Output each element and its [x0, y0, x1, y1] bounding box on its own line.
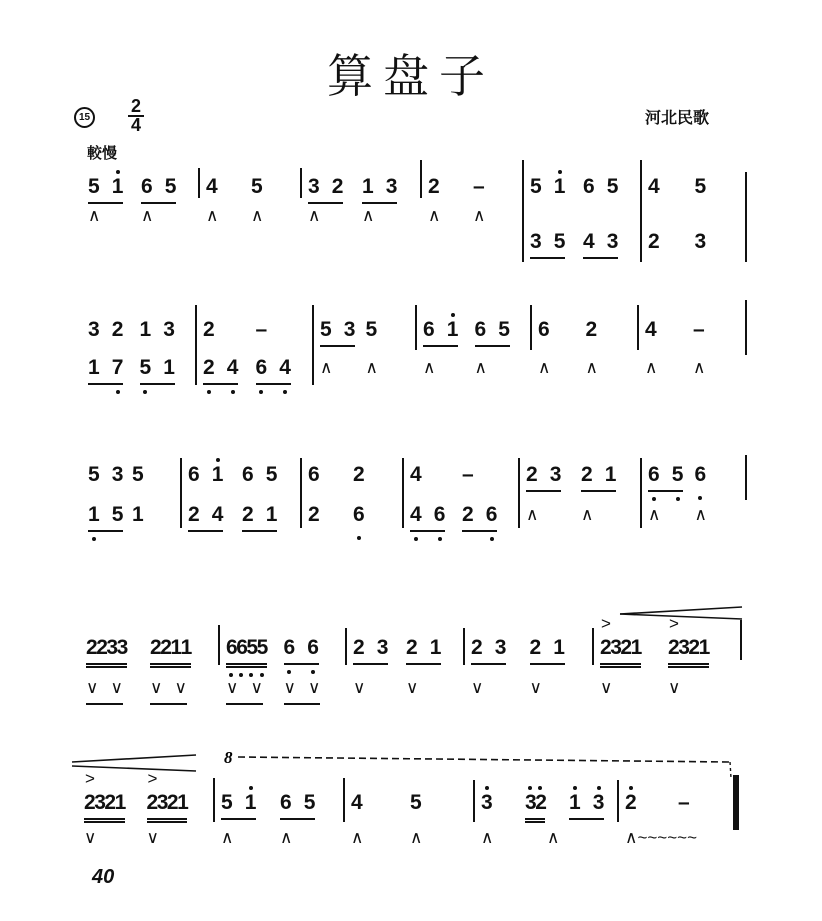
note-text: 2 [353, 463, 365, 486]
note-text: ∧ [694, 505, 707, 524]
note-text: 6 [283, 636, 296, 659]
piece-number: 15 [74, 107, 95, 128]
note-text: 5 [265, 463, 278, 486]
note-text: ∧ [481, 828, 494, 847]
note-text: 6 [433, 503, 446, 526]
note-text: 6 [694, 463, 707, 486]
note-text: 5 [111, 503, 124, 526]
note-text: 2 [462, 503, 474, 526]
accent-mark: > [601, 614, 610, 633]
note-text: 4 [206, 175, 218, 198]
note-text: ∧ [221, 828, 234, 847]
note-text: 3 [308, 175, 320, 198]
note-text: ∨ [529, 678, 542, 697]
note-text: 3 [88, 318, 100, 341]
note-text: 5 [88, 463, 100, 486]
note-text: 4 [211, 503, 224, 526]
note-text: 1 [569, 791, 581, 814]
note-text: 3 [343, 318, 356, 341]
time-signature-bottom: 4 [130, 115, 141, 135]
page-number: 40 [92, 866, 115, 888]
note-text: 4 [226, 356, 239, 379]
note-text: ∧ [141, 206, 154, 225]
note-text: ∨ [250, 678, 263, 697]
note-text: 3 [592, 791, 605, 814]
note-text: 2 [84, 791, 95, 814]
note-text: 2 [526, 463, 538, 486]
note-text: 2 [625, 791, 637, 814]
note-text: – [678, 791, 690, 814]
note-text: ∧ [473, 206, 486, 225]
note-text: ∨ [84, 828, 97, 847]
note-text: 2 [648, 230, 660, 253]
note-text: 3 [111, 463, 124, 486]
time-signature-top: 2 [128, 98, 144, 117]
note-text: 1 [139, 318, 152, 341]
note-text: 2 [585, 318, 598, 341]
note-text: 4 [645, 318, 657, 341]
note-text: 5 [553, 230, 566, 253]
note-text: 6 [242, 463, 254, 486]
note-text: 7 [111, 356, 124, 379]
note-text: 1 [111, 175, 124, 198]
note-text: ∧ [423, 358, 436, 377]
note-text: 5 [132, 463, 144, 486]
note-text: ∧ [693, 358, 706, 377]
ottava-end-hook [730, 762, 731, 778]
note-text: 1 [211, 463, 224, 486]
note-text: ∨ [353, 678, 366, 697]
note-text: 3 [94, 791, 105, 814]
note-text: ∧ [88, 206, 101, 225]
note-text: ∧ [474, 358, 487, 377]
note-text: 5 [671, 463, 684, 486]
note-text: 3 [525, 791, 536, 814]
note-text: 5 [251, 175, 263, 198]
note-text: 2 [406, 636, 418, 659]
note-text: 2 [620, 636, 631, 659]
note-text: 6 [648, 463, 660, 486]
note-text: ∨ [668, 678, 681, 697]
note-text: 6 [538, 318, 550, 341]
note-text: 2 [668, 636, 679, 659]
note-text: 3 [549, 463, 562, 486]
note-text: ∧ [547, 828, 560, 847]
note-text: 1 [553, 636, 565, 659]
note-text: 4 [410, 503, 422, 526]
note-text: 1 [114, 791, 125, 814]
note-text: 1 [553, 175, 566, 198]
note-text: 2 [535, 791, 546, 814]
note-text: 5 [498, 318, 510, 341]
note-text: 2 [166, 791, 178, 814]
note-text: 1 [429, 636, 442, 659]
note-text: 1 [180, 636, 191, 659]
note-text: ∨ [174, 678, 187, 697]
note-text: 5 [256, 636, 267, 659]
note-text: ∨ [150, 678, 163, 697]
note-text: 1 [88, 503, 100, 526]
note-text: ∧ [362, 206, 375, 225]
note-text: 6 [226, 636, 237, 659]
note-text: ∧ [410, 828, 423, 847]
note-text: ∧ [645, 358, 658, 377]
note-text: 6 [255, 356, 268, 379]
note-text: 2 [150, 636, 161, 659]
accent-mark: > [85, 769, 94, 788]
note-text: 2 [203, 318, 215, 341]
note-text: 3 [694, 230, 707, 253]
note-text: 2 [96, 636, 107, 659]
note-text: 3 [678, 636, 689, 659]
note-text: ∧ [538, 358, 551, 377]
note-text: 1 [604, 463, 617, 486]
note-text: 6 [485, 503, 498, 526]
note-text: 2 [688, 636, 699, 659]
note-text: ∧ [206, 206, 219, 225]
note-text: 1 [362, 175, 374, 198]
note-text: 6 [307, 636, 319, 659]
note-text: 5 [246, 636, 257, 659]
note-text: 1 [177, 791, 188, 814]
note-text: ∨ [86, 678, 99, 697]
note-text: 2 [529, 636, 542, 659]
note-text: 1 [132, 503, 144, 526]
accent-mark: > [147, 769, 156, 788]
note-text: 1 [88, 356, 100, 379]
note-text: 6 [236, 636, 247, 659]
note-text: 6 [308, 463, 320, 486]
note-text: ∧ [308, 206, 321, 225]
note-text: 3 [156, 791, 167, 814]
note-text: 5 [303, 791, 316, 814]
note-text: 1 [170, 636, 181, 659]
note-text: 1 [446, 318, 459, 341]
note-text: 6 [141, 175, 153, 198]
note-text: 3 [494, 636, 507, 659]
accent-mark: > [669, 614, 678, 633]
note-text: 5 [530, 175, 542, 198]
note-text: 2 [353, 636, 365, 659]
note-text: 2 [104, 791, 115, 814]
note-text: 6 [423, 318, 435, 341]
note-text: 3 [606, 230, 619, 253]
note-text: ∨ [307, 678, 321, 697]
note-text: 5 [139, 356, 152, 379]
note-text: 2 [160, 636, 171, 659]
crescendo-hairpin [620, 607, 742, 619]
note-text: ∧ [585, 358, 598, 377]
note-text: 5 [88, 175, 100, 198]
song-title: 算盘子 [327, 49, 495, 103]
tempo-marking: 較慢 [87, 144, 118, 162]
note-text: 2 [581, 463, 593, 486]
note-text: 5 [606, 175, 619, 198]
note-text: 5 [694, 175, 707, 198]
note-text: ∨ [110, 678, 123, 697]
note-text: ∧ [428, 206, 441, 225]
note-text: 1 [630, 636, 641, 659]
note-text: ∨ [600, 678, 613, 697]
note-text: 6 [280, 791, 292, 814]
note-text: 2 [111, 318, 124, 341]
note-text: 3 [163, 318, 175, 341]
note-text: ∧ [280, 828, 293, 847]
note-text: 4 [648, 175, 660, 198]
song-origin: 河北民歌 [645, 108, 710, 127]
note-text: 2 [203, 356, 215, 379]
note-text: 5 [410, 791, 422, 814]
note-text: ∨ [406, 678, 419, 697]
note-text: 3 [376, 636, 389, 659]
note-text: ∧ [581, 505, 594, 524]
note-text: 5 [164, 175, 177, 198]
note-text: 4 [410, 463, 422, 486]
note-text: – [693, 318, 705, 341]
note-text: – [462, 463, 474, 486]
note-text: 1 [698, 636, 709, 659]
note-text: 3 [385, 175, 398, 198]
note-text: 1 [265, 503, 278, 526]
note-text: 4 [279, 356, 291, 379]
note-text: ∧ [320, 358, 333, 377]
note-text: 6 [353, 503, 365, 526]
ottava-mark: 8 [224, 748, 233, 767]
note-text: ∨ [471, 678, 484, 697]
note-text: 2 [242, 503, 254, 526]
note-text: 3 [530, 230, 542, 253]
note-text: 5 [365, 318, 378, 341]
note-text: – [473, 175, 485, 198]
note-text: ∧ [648, 505, 661, 524]
note-text: ∧ [351, 828, 364, 847]
note-text: 2 [146, 791, 157, 814]
note-text: ∨ [146, 828, 159, 847]
note-text: 3 [106, 636, 117, 659]
note-text: ∨ [226, 678, 239, 697]
note-text: ∧~~~~~~ [625, 828, 698, 847]
note-text: – [255, 318, 268, 341]
note-text: 2 [188, 503, 200, 526]
note-text: ∨ [283, 678, 296, 697]
note-text: 2 [86, 636, 97, 659]
note-text: 3 [116, 636, 127, 659]
note-text: 2 [308, 503, 320, 526]
note-text: 1 [163, 356, 175, 379]
note-text: 1 [244, 791, 257, 814]
note-text: 6 [583, 175, 595, 198]
note-text: 6 [474, 318, 487, 341]
note-text: 2 [600, 636, 611, 659]
note-text: ∧ [365, 358, 378, 377]
note-text: ∧ [526, 505, 539, 524]
note-text: 2 [471, 636, 483, 659]
ottava-dashed-line [238, 757, 730, 762]
note-text: ∧ [251, 206, 264, 225]
crescendo-hairpin-continued [72, 755, 196, 771]
note-text: 5 [221, 791, 233, 814]
note-text: 2 [428, 175, 440, 198]
note-text: 6 [188, 463, 200, 486]
note-text: 4 [351, 791, 363, 814]
note-text: 5 [320, 318, 332, 341]
note-text: 3 [481, 791, 493, 814]
note-text: 2 [331, 175, 344, 198]
note-text: 4 [583, 230, 595, 253]
note-text: 3 [610, 636, 621, 659]
